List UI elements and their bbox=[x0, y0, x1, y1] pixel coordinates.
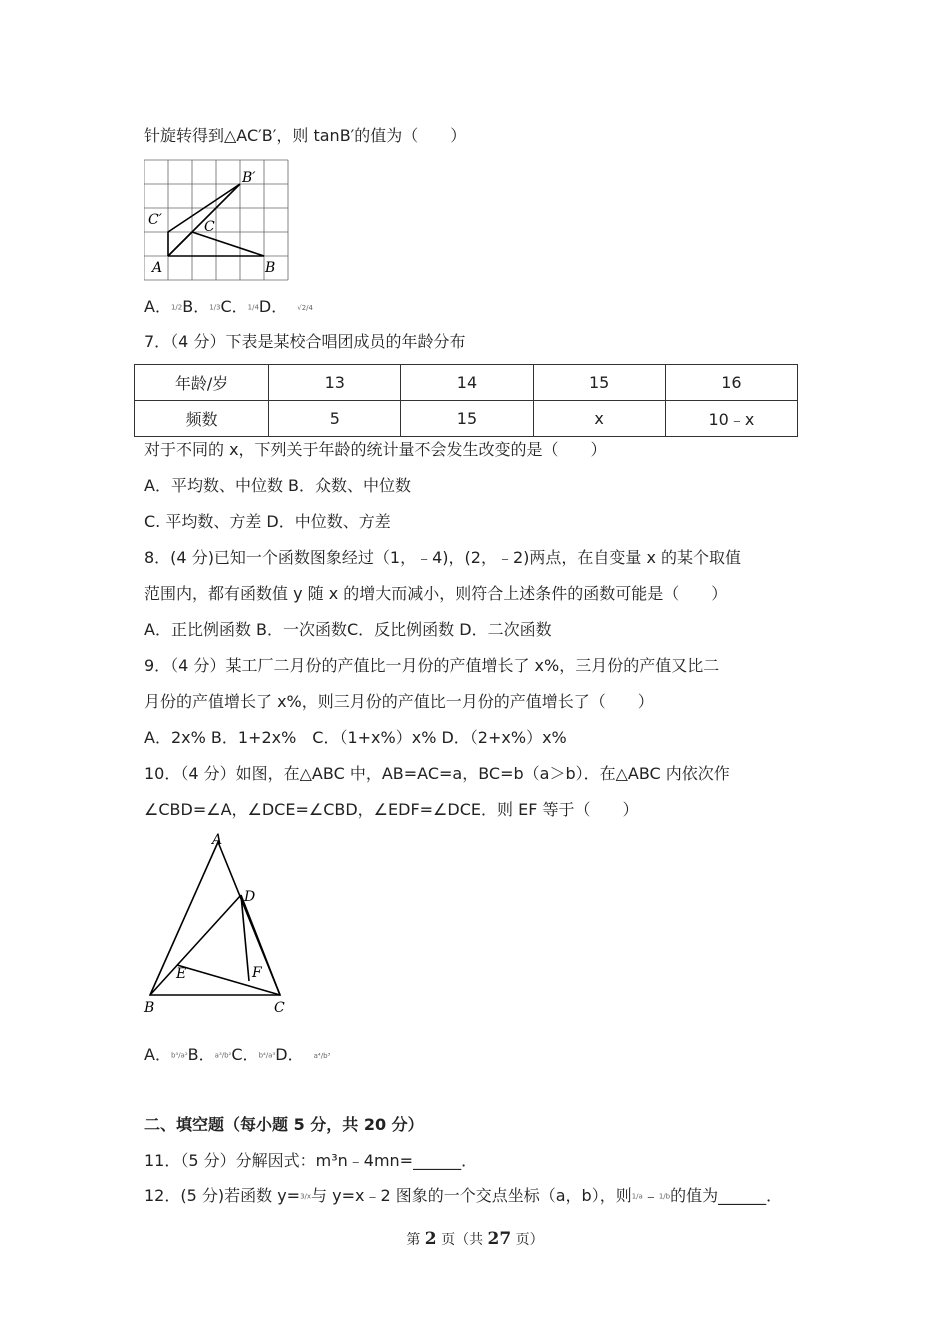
q7-options-cd: C. 平均数、方差 D．中位数、方差 bbox=[144, 512, 391, 531]
q6-options: A．1/2B．1/3C．1/4D． √2/4 bbox=[144, 297, 313, 316]
label-A: A bbox=[152, 260, 163, 276]
section-heading: 二、填空题（每小题 5 分，共 20 分） bbox=[144, 1115, 424, 1134]
q9-options: A．2x% B．1+2x% C．（1+x%）x% D．（2+x%）x% bbox=[144, 728, 567, 747]
label-A: A bbox=[212, 832, 223, 848]
label-D: D bbox=[244, 889, 256, 905]
table-row bbox=[135, 401, 798, 437]
label-E: E bbox=[176, 966, 187, 982]
label-C: C bbox=[274, 1000, 285, 1016]
page-footer: 第 2 页（共 27 页） bbox=[406, 1229, 544, 1249]
q7-question: 对于不同的 x，下列关于年龄的统计量不会发生改变的是（ ） bbox=[144, 440, 607, 459]
segment-CE bbox=[177, 965, 280, 995]
label-Cprime: C′ bbox=[148, 212, 162, 228]
q10-line1: 10．（4 分）如图，在△ABC 中，AB=AC=a，BC=b（a＞b）．在△ABC 内依次作 bbox=[144, 764, 730, 783]
q8-line1: 8．(4 分)已知一个函数图象经过（1，﹣4)，(2，﹣2)两点，在自变量 x 的某个取值 bbox=[144, 548, 742, 567]
label-F: F bbox=[252, 965, 262, 981]
q11-text: 11．（5 分）分解因式：m³n﹣4mn=______． bbox=[144, 1151, 478, 1170]
q10-line2: ∠CBD=∠A，∠DCE=∠CBD，∠EDF=∠DCE．则 EF 等于（ ） bbox=[144, 800, 639, 819]
q6-stem-tail: 针旋转得到△AC′B′，则 tanB′的值为（ ） bbox=[144, 126, 467, 145]
q7-stem: 7．（4 分）下表是某校合唱团成员的年龄分布 bbox=[144, 332, 466, 351]
label-C: C bbox=[204, 219, 215, 235]
table-cell: 频数 bbox=[135, 401, 269, 437]
table-cell: 13 bbox=[269, 365, 401, 401]
q10-triangle-figure bbox=[140, 830, 300, 1020]
table-cell: 15 bbox=[401, 401, 533, 437]
q6-grid-figure bbox=[144, 158, 292, 284]
label-B: B bbox=[265, 260, 276, 276]
table-cell: 15 bbox=[533, 365, 665, 401]
q9-line2: 月份的产值增长了 x%，则三月份的产值比一月份的产值增长了（ ） bbox=[144, 692, 654, 711]
page-number: 2 bbox=[424, 1229, 437, 1249]
q10-options: A．b³/a²B．a³/b²C．b⁴/a³D． a⁴/b³ bbox=[144, 1045, 331, 1064]
q9-line1: 9．（4 分）某工厂二月份的产值比一月份的产值增长了 x%，三月份的产值又比二 bbox=[144, 656, 720, 675]
table-cell: 10﹣x bbox=[665, 401, 797, 437]
table-cell: 5 bbox=[269, 401, 401, 437]
table-cell: 14 bbox=[401, 365, 533, 401]
label-B: B bbox=[144, 1000, 155, 1016]
table-row bbox=[135, 365, 798, 401]
q12-text: 12．(5 分)若函数 y=3/x与 y=x﹣2 图象的一个交点坐标（a，b），则1/a﹣1/b的值为______． bbox=[144, 1186, 783, 1205]
q7-options-ab: A．平均数、中位数 B．众数、中位数 bbox=[144, 476, 412, 495]
q8-line2: 范围内，都有函数值 y 随 x 的增大而减小，则符合上述条件的函数可能是（ ） bbox=[144, 584, 728, 603]
label-Bprime: B′ bbox=[242, 170, 256, 186]
table-cell: 16 bbox=[665, 365, 797, 401]
total-pages: 27 bbox=[487, 1229, 512, 1249]
q8-options: A．正比例函数 B．一次函数C．反比例函数 D．二次函数 bbox=[144, 620, 552, 639]
table-cell: x bbox=[533, 401, 665, 437]
age-frequency-table bbox=[134, 364, 798, 437]
table-cell: 年龄/岁 bbox=[135, 365, 269, 401]
